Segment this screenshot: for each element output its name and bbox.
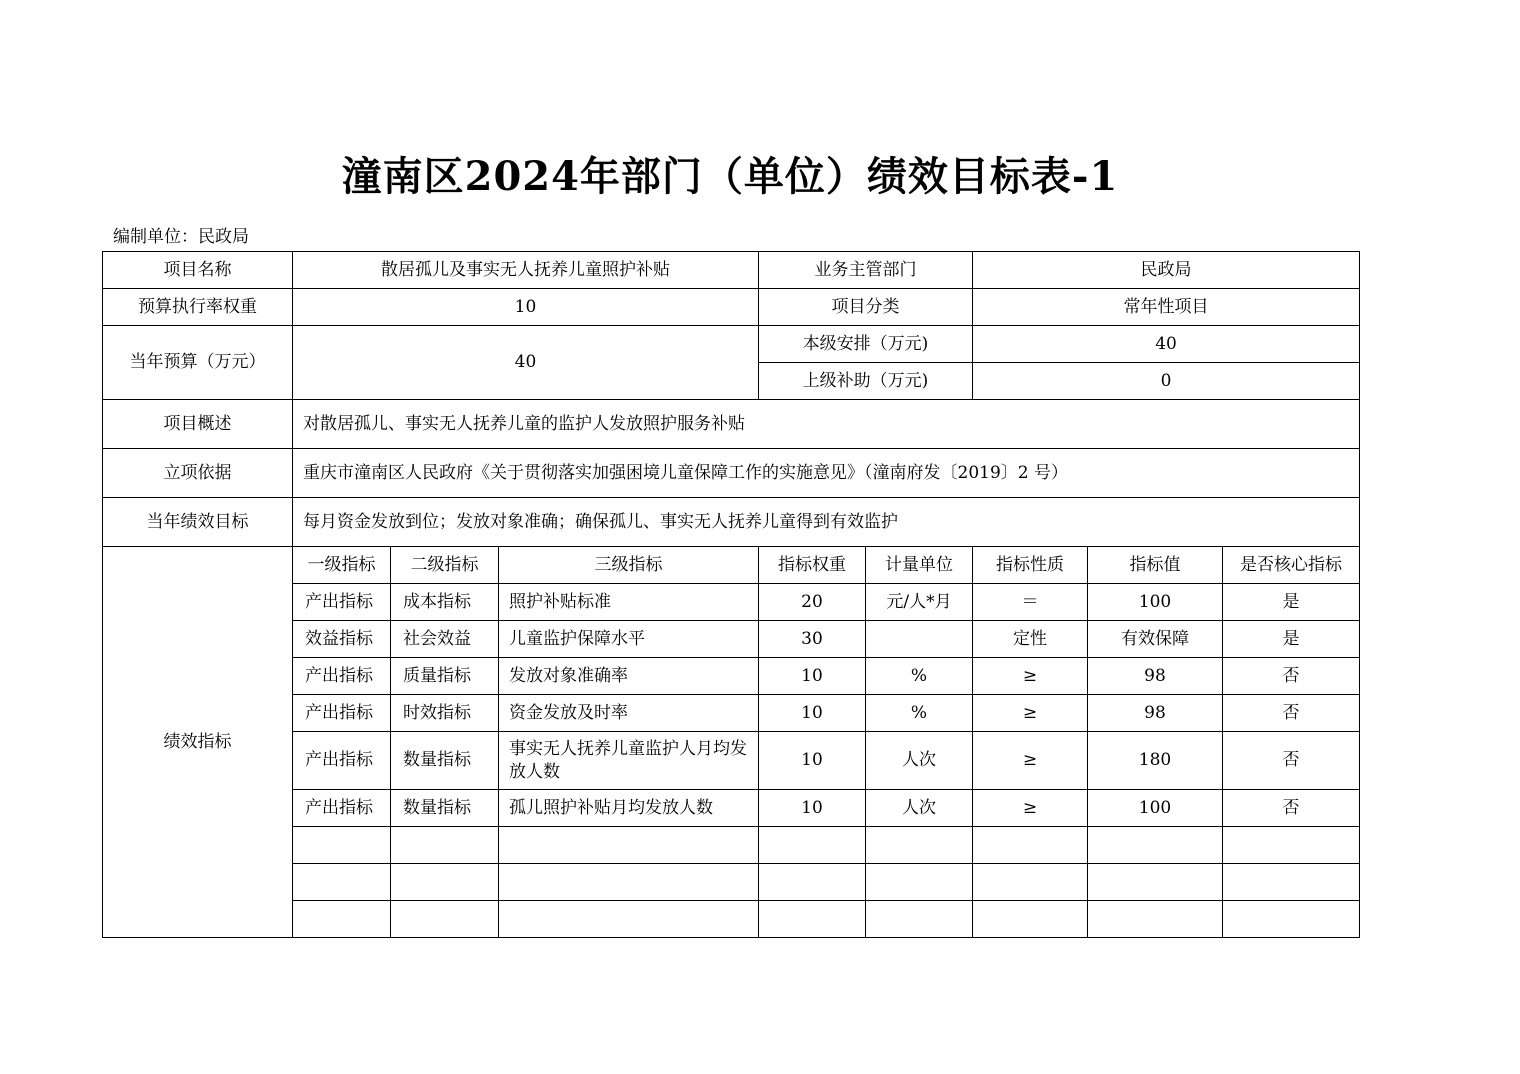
core-cell: 是 [1223,584,1360,621]
budget-weight-value: 10 [293,289,759,326]
annual-budget-value: 40 [293,326,759,400]
weight-cell: 10 [759,695,866,732]
empty-cell [293,827,391,864]
dept-label: 业务主管部门 [759,252,973,289]
unit-cell [866,621,973,658]
empty-cell [391,864,499,901]
empty-cell [973,901,1088,938]
weight-cell: 20 [759,584,866,621]
column-header: 一级指标 [293,547,391,584]
local-arrangement-label: 本级安排（万元) [759,326,973,363]
empty-cell [1223,901,1360,938]
nature-cell: ≥ [973,658,1088,695]
value-cell: 100 [1088,790,1223,827]
level3-cell: 儿童监护保障水平 [499,621,759,658]
basis-label: 立项依据 [103,449,293,498]
value-cell: 180 [1088,732,1223,790]
value-cell: 98 [1088,695,1223,732]
level1-cell: 产出指标 [293,658,391,695]
empty-cell [1088,864,1223,901]
column-header: 三级指标 [499,547,759,584]
local-arrangement-value: 40 [973,326,1360,363]
level2-cell: 时效指标 [391,695,499,732]
unit-cell: % [866,695,973,732]
empty-cell [391,901,499,938]
project-name-value: 散居孤儿及事实无人抚养儿童照护补贴 [293,252,759,289]
upper-subsidy-value: 0 [973,363,1360,400]
level1-cell: 产出指标 [293,584,391,621]
weight-cell: 30 [759,621,866,658]
level2-cell: 数量指标 [391,790,499,827]
empty-cell [973,827,1088,864]
column-header: 是否核心指标 [1223,547,1360,584]
level3-cell: 发放对象准确率 [499,658,759,695]
core-cell: 否 [1223,695,1360,732]
category-value: 常年性项目 [973,289,1360,326]
level2-cell: 数量指标 [391,732,499,790]
unit-cell: 人次 [866,790,973,827]
nature-cell: ＝ [973,584,1088,621]
level3-cell: 孤儿照护补贴月均发放人数 [499,790,759,827]
empty-cell [1088,827,1223,864]
nature-cell: 定性 [973,621,1088,658]
unit-cell: 元/人*月 [866,584,973,621]
empty-cell [1223,864,1360,901]
empty-cell [866,864,973,901]
unit-cell: 人次 [866,732,973,790]
weight-cell: 10 [759,658,866,695]
performance-target-table [102,251,1360,938]
value-cell: 有效保障 [1088,621,1223,658]
column-header: 指标性质 [973,547,1088,584]
unit-cell: % [866,658,973,695]
empty-cell [1088,901,1223,938]
indicator-header-row [103,547,1360,584]
level1-cell: 产出指标 [293,695,391,732]
level1-cell: 效益指标 [293,621,391,658]
empty-cell [499,864,759,901]
empty-cell [1223,827,1360,864]
table-row [103,289,1360,326]
weight-cell: 10 [759,790,866,827]
nature-cell: ≥ [973,695,1088,732]
core-cell: 否 [1223,658,1360,695]
table-row [103,449,1360,498]
level1-cell: 产出指标 [293,732,391,790]
value-cell: 98 [1088,658,1223,695]
empty-cell [293,901,391,938]
overview-value: 对散居孤儿、事实无人抚养儿童的监护人发放照护服务补贴 [293,400,1360,449]
column-header: 计量单位 [866,547,973,584]
project-name-label: 项目名称 [103,252,293,289]
level2-cell: 成本指标 [391,584,499,621]
basis-value: 重庆市潼南区人民政府《关于贯彻落实加强困境儿童保障工作的实施意见》（潼南府发〔2019〕2 号） [293,449,1360,498]
empty-cell [499,901,759,938]
nature-cell: ≥ [973,790,1088,827]
budget-weight-label: 预算执行率权重 [103,289,293,326]
value-cell: 100 [1088,584,1223,621]
compiling-unit: 编制单位：民政局 [113,227,249,247]
page-title: 潼南区2024年部门（单位）绩效目标表-1 [341,153,1119,200]
weight-cell: 10 [759,732,866,790]
column-header: 二级指标 [391,547,499,584]
empty-cell [499,827,759,864]
table-row [103,252,1360,289]
upper-subsidy-label: 上级补助（万元) [759,363,973,400]
level2-cell: 质量指标 [391,658,499,695]
category-label: 项目分类 [759,289,973,326]
column-header: 指标权重 [759,547,866,584]
table-row [103,400,1360,449]
dept-value: 民政局 [973,252,1360,289]
overview-label: 项目概述 [103,400,293,449]
empty-cell [973,864,1088,901]
goal-value: 每月资金发放到位；发放对象准确；确保孤儿、事实无人抚养儿童得到有效监护 [293,498,1360,547]
table-row [103,498,1360,547]
goal-label: 当年绩效目标 [103,498,293,547]
level2-cell: 社会效益 [391,621,499,658]
empty-cell [759,827,866,864]
nature-cell: ≥ [973,732,1088,790]
empty-cell [759,901,866,938]
level1-cell: 产出指标 [293,790,391,827]
empty-cell [866,827,973,864]
table-row [103,326,1360,363]
empty-cell [391,827,499,864]
level3-cell: 事实无人抚养儿童监护人月均发放人数 [499,732,759,790]
core-cell: 否 [1223,732,1360,790]
core-cell: 否 [1223,790,1360,827]
column-header: 指标值 [1088,547,1223,584]
level3-cell: 资金发放及时率 [499,695,759,732]
empty-cell [866,901,973,938]
level3-cell: 照护补贴标准 [499,584,759,621]
indicators-section-label: 绩效指标 [103,547,293,938]
core-cell: 是 [1223,621,1360,658]
empty-cell [759,864,866,901]
empty-cell [293,864,391,901]
annual-budget-label: 当年预算（万元） [103,326,293,400]
